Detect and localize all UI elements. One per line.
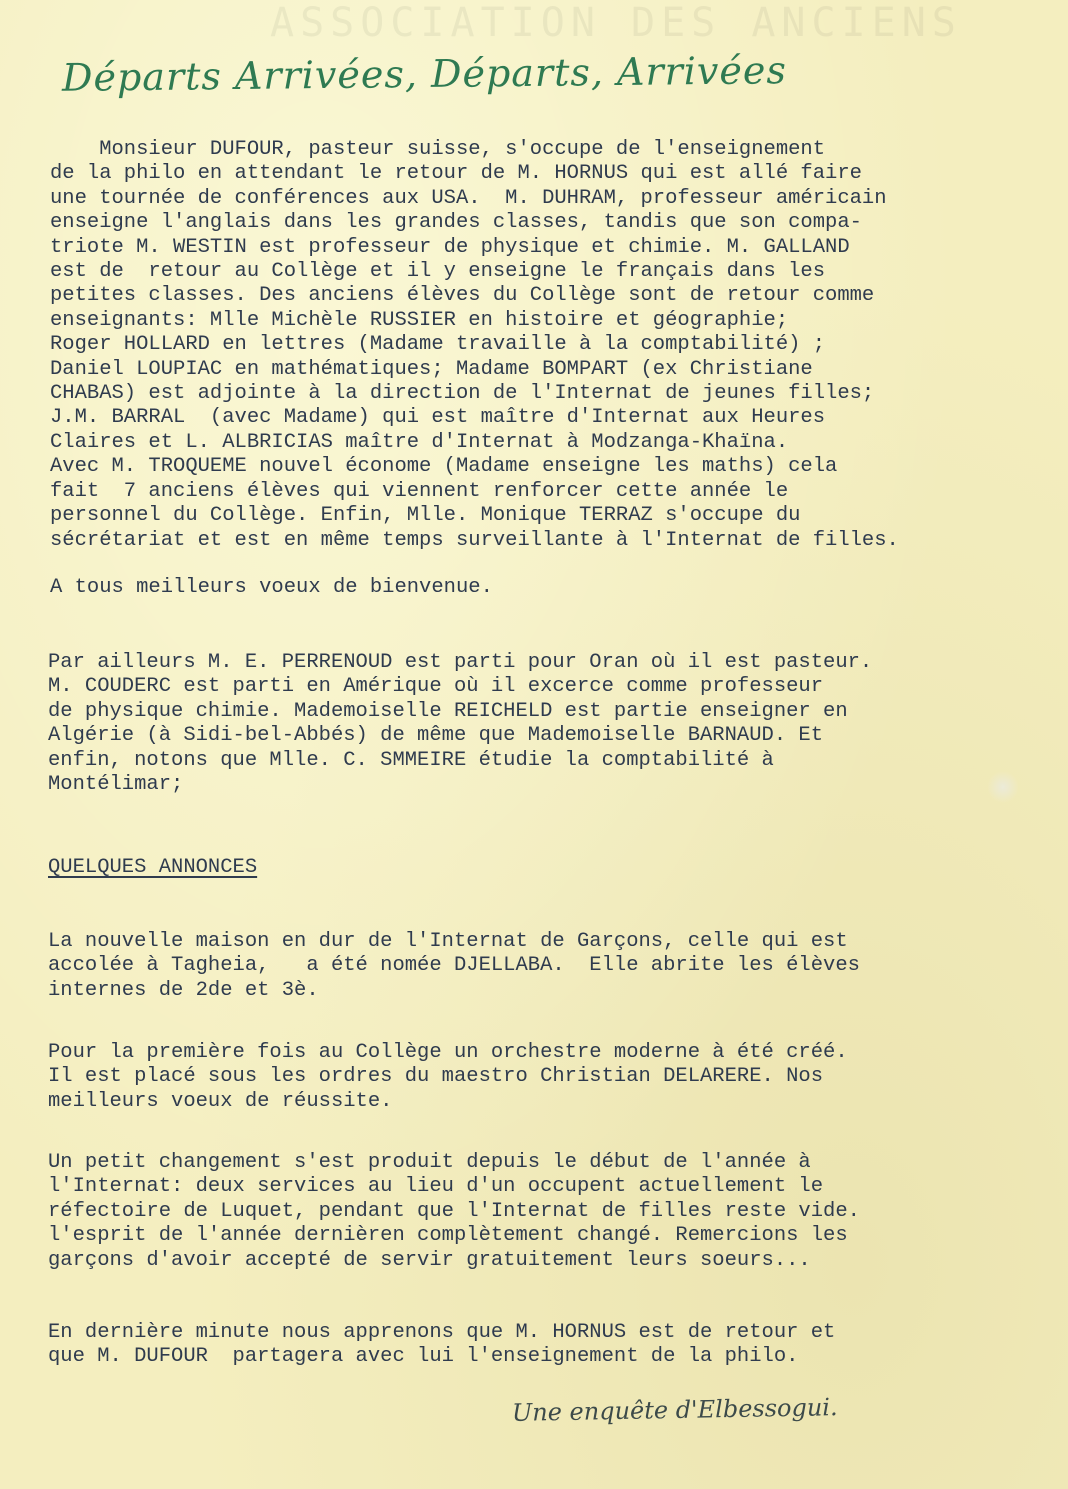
announcement-orchestra: Pour la première fois au Collège un orchestre moderne à été créé. Il est placé sous les ordres du maestro Christian DELARERE. Nos meilleurs voeux de réussite. <box>48 1041 848 1113</box>
arrivals-paragraph: Monsieur DUFOUR, pasteur suisse, s'occupe de l'enseignement de la philo en attendant le retour de M. HORNUS qui est allé faire une tournée de conférences aux USA. M. DUHRAM, professeur américain enseigne l'anglais dans les grandes classes, tandis que son compa- triote M. WESTIN est professeur de physique et chimie. M. GALLAND est de retour au Collège et il y enseigne le français dans les petites classes. Des anciens élèves du Collège sont de retour comme enseignants: Mlle Michèle RUSSIER en histoire et géographie; Roger HOLLARD en lettres (Madame travaille à la comptabilité) ; Daniel LOUPIAC en mathématiques; Madame BOMPART (ex Christiane CHABAS) est adjointe à la direction de l'Internat de jeunes filles; J.M. BARRAL (avec Madame) qui est maître d'Internat aux Heures Claires et L. ALBRICIAS maître d'Internat à Modzanga-Khaïna. Avec M. TROQUEME nouvel économe (Madame enseigne les maths) cela fait 7 anciens élèves qui viennent renforcer cette année le personnel du Collège. Enfin, Mlle. Monique TERRAZ s'occupe du sécrétariat et est en même temps surveillante à l'Internat de filles. <box>50 138 899 552</box>
handwritten-signature: Une enquête d'Elbessogui. <box>511 1393 838 1427</box>
announcements-heading: QUELQUES ANNONCES <box>48 856 258 879</box>
announcement-house: La nouvelle maison en dur de l'Internat de Garçons, celle qui est accolée à Tagheia, a été nomée DJELLABA. Elle abrite les élèves internes de 2de et 3è. <box>48 930 860 1002</box>
handwritten-title: Départs Arrivées, Départs, Arrivées <box>61 48 788 100</box>
show-through-header: ASSOCIATION DES ANCIENS <box>270 0 962 46</box>
departures-paragraph: Par ailleurs M. E. PERRENOUD est parti pour Oran où il est pasteur. M. COUDERC est parti en Amérique où il excerce comme professeur de physique chimie. Mademoiselle REICHELD est partie enseigner en Algérie (à Sidi-bel-Abbés) de même que Mademoiselle BARNAUD. Et enfin, notons que Mlle. C. SMMEIRE étudie la comptabilité à Montélimar; <box>48 651 873 797</box>
welcome-line: A tous meilleurs voeux de bienvenue. <box>50 576 493 599</box>
last-minute-note: En dernière minute nous apprenons que M. HORNUS est de retour et que M. DUFOUR partagera avec lui l'enseignement de la philo. <box>48 1321 836 1369</box>
paper-blot <box>988 770 1018 804</box>
announcement-refectory: Un petit changement s'est produit depuis le début de l'année à l'Internat: deux services au lieu d'un occupent actuellement le réfectoire de Luquet, pendant que l'Internat de filles reste vide. l'esprit de l'année dernièren complètement changé. Remercions les garçons d'avoir accepté de servir gratuitement leurs soeurs... <box>48 1151 860 1272</box>
